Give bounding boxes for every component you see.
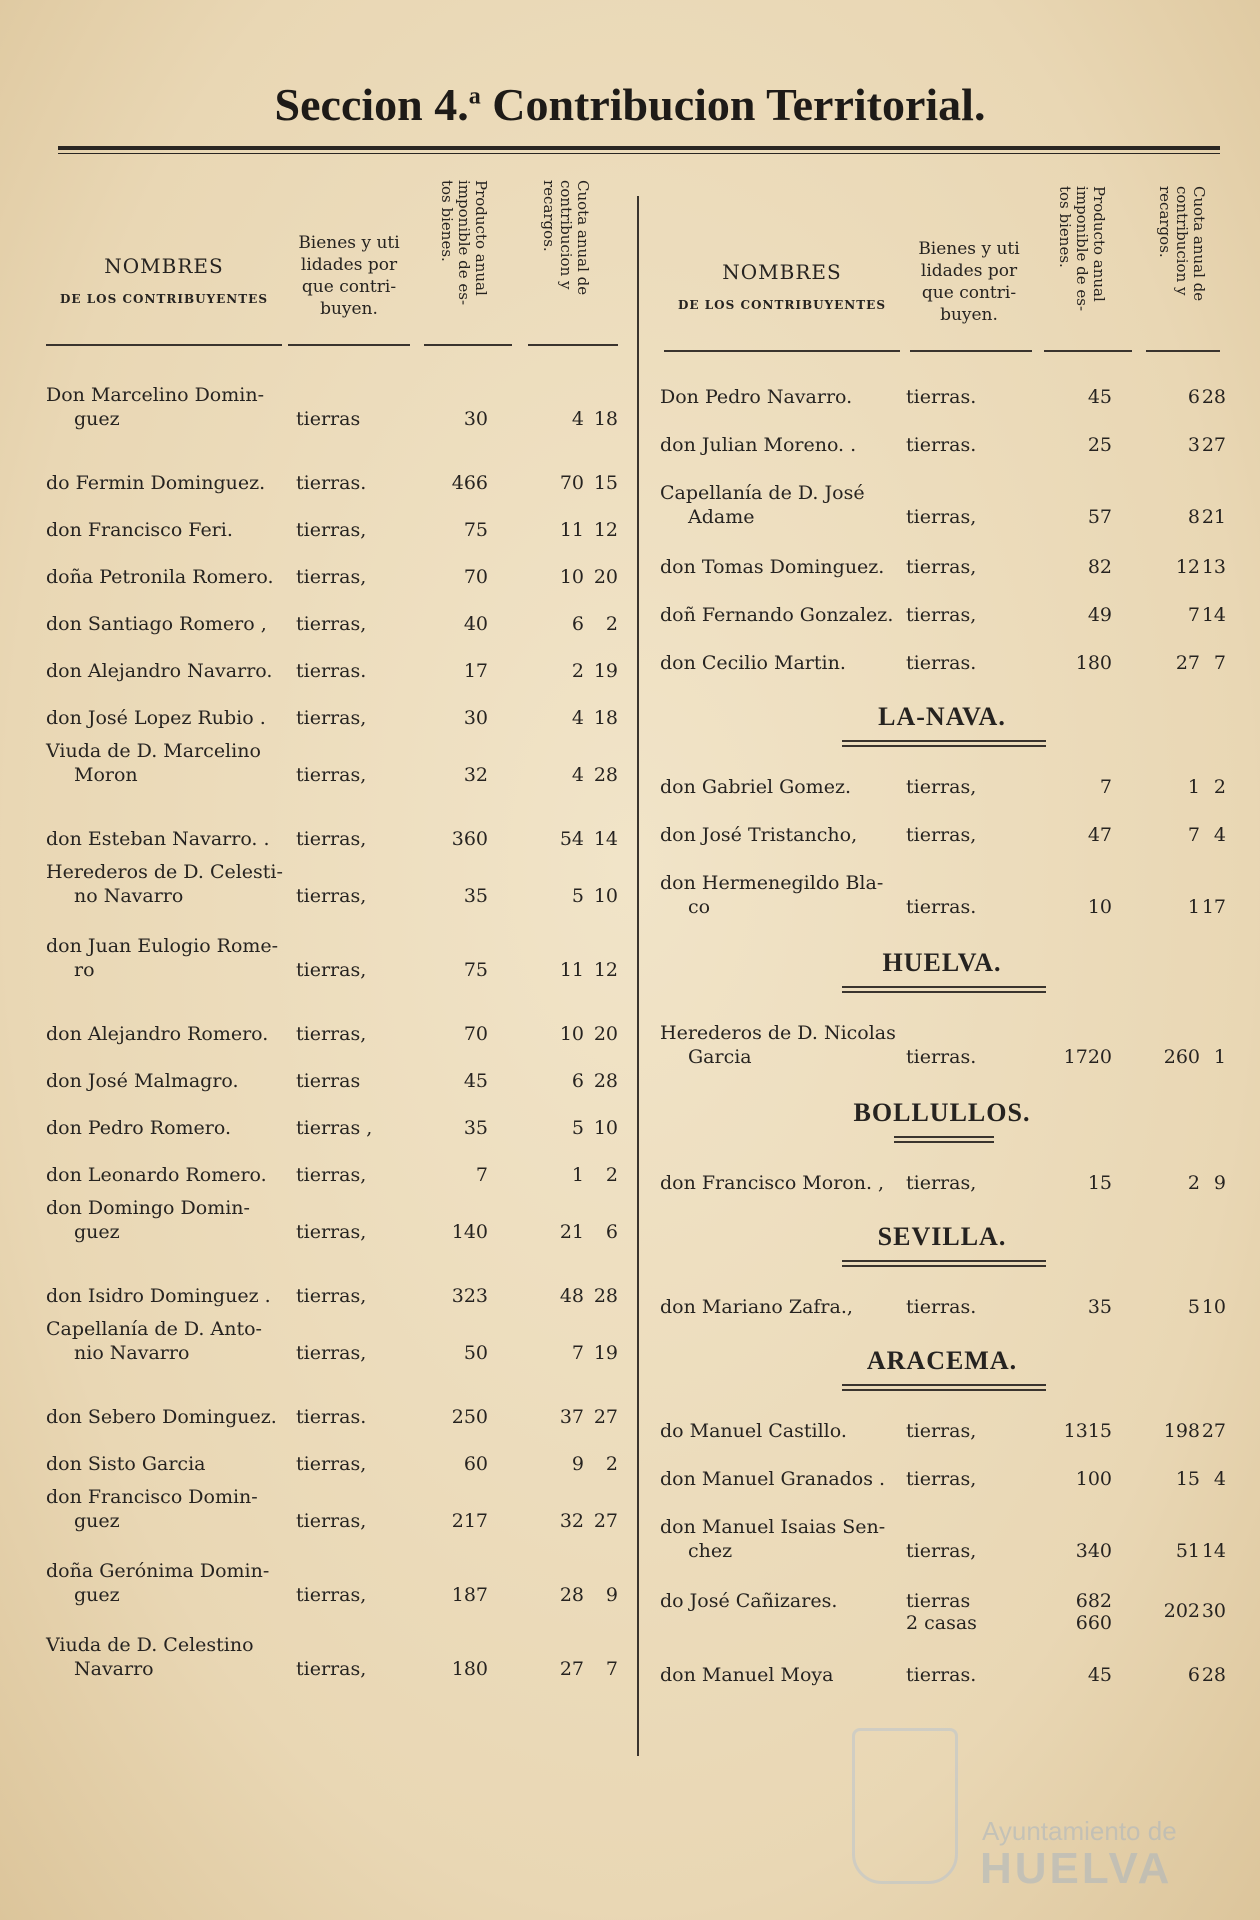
product-cell: 50 (463, 1342, 488, 1364)
title-rule-thin (58, 153, 1220, 154)
page-title (0, 78, 1260, 131)
contributor-name-cont: guez (74, 1584, 120, 1606)
product-cell: 187 (451, 1584, 488, 1606)
product-cell: 45 (1087, 1664, 1112, 1686)
contributor-name: don Tomas Dominguez. (660, 556, 885, 578)
product-cell: 70 (463, 566, 488, 588)
quota-main-cell: 8 (1187, 506, 1200, 528)
goods-cell: tierras, (296, 764, 367, 786)
quota-sub-cell: 2 (1213, 776, 1226, 798)
table-row (0, 933, 1260, 993)
goods-cell: tierras, (296, 519, 367, 541)
header-names (662, 260, 902, 312)
quota-sub-cell: 18 (593, 707, 618, 729)
product-cell: 45 (463, 1070, 488, 1092)
watermark-line2: HUELVA (980, 1844, 1173, 1893)
header-quota: Cuota anual de contribucion y recargos. (540, 180, 592, 296)
quota-main-cell: 15 (1175, 1468, 1200, 1490)
quota-main-cell: 2 (1187, 1172, 1200, 1194)
product-cell: 217 (451, 1510, 488, 1532)
quota-main-cell: 6 (1187, 386, 1200, 408)
section-rule (842, 740, 1046, 747)
header-line (424, 344, 512, 346)
contributor-name-cont: ro (74, 959, 95, 981)
header-names-sub: DE LOS CONTRIBUYENTES (60, 292, 268, 306)
product-cell: 1720 (1063, 1046, 1112, 1068)
contributor-name: don Santiago Romero , (46, 613, 267, 635)
contributor-name: Don Marcelino Domin- (46, 384, 264, 406)
header-names (44, 254, 284, 306)
quota-sub-cell: 21 (1201, 506, 1226, 528)
quota-sub-cell: 20 (593, 1023, 618, 1045)
quota-main-cell: 202 (1163, 1600, 1200, 1622)
product-cell: 70 (463, 1023, 488, 1045)
quota-sub-cell: 27 (593, 1510, 618, 1532)
quota-main-cell: 1 (571, 1164, 584, 1186)
quota-sub-cell: 12 (593, 959, 618, 981)
contributor-name: Herederos de D. Nicolas (660, 1022, 896, 1044)
header-goods: Bienes y uti lidades por que contri- buyen. (298, 233, 400, 319)
quota-main-cell: 1 (1187, 896, 1200, 918)
contributor-name: don Domingo Domin- (46, 1197, 250, 1219)
title-sup: a (468, 83, 481, 110)
product-cell: 10 (1087, 896, 1112, 918)
product-cell: 40 (463, 613, 488, 635)
product-cell: 1315 (1063, 1420, 1112, 1442)
goods-cell: tierras, (296, 1453, 367, 1475)
goods-cell: tierras, (296, 1342, 367, 1364)
header-line (528, 344, 618, 346)
quota-sub-cell: 15 (593, 472, 618, 494)
product-cell: 45 (1087, 386, 1112, 408)
quota-sub-cell: 28 (1201, 1664, 1226, 1686)
contributor-name: don Sebero Dominguez. (46, 1406, 277, 1428)
goods-cell: tierras (906, 1590, 971, 1612)
goods-cell: tierras, (296, 707, 367, 729)
quota-main-cell: 7 (571, 1342, 584, 1364)
goods-cell: tierras, (906, 1468, 977, 1490)
table-row (0, 480, 1260, 540)
contributor-name: don Esteban Navarro. . (46, 828, 270, 850)
table-row (0, 1662, 1260, 1722)
goods-cell: tierras. (906, 434, 977, 456)
goods-cell: tierras, (906, 776, 977, 798)
contributor-name: do Fermin Dominguez. (46, 472, 266, 494)
contributor-name: don Francisco Feri. (46, 519, 233, 541)
goods-cell: tierras (296, 408, 361, 430)
quota-main-cell: 260 (1163, 1046, 1200, 1068)
goods-cell: tierras, (296, 1285, 367, 1307)
header-line (910, 350, 1032, 352)
title-rule (58, 146, 1220, 150)
product-cell: 35 (463, 1117, 488, 1139)
quota-sub-cell: 2 (605, 1453, 618, 1475)
goods-cell: tierras. (906, 386, 977, 408)
contributor-name: don José Malmagro. (46, 1070, 239, 1092)
quota-sub-cell: 9 (605, 1584, 618, 1606)
product-cell: 250 (451, 1406, 488, 1428)
quota-sub-cell: 18 (593, 408, 618, 430)
quota-main-cell: 6 (571, 1070, 584, 1092)
quota-sub-cell: 28 (593, 1070, 618, 1092)
table-row (0, 650, 1260, 710)
quota-sub-cell: 28 (593, 1285, 618, 1307)
contributor-name: Don Pedro Navarro. (660, 386, 853, 408)
quota-main-cell: 11 (559, 959, 584, 981)
quota-main-cell: 27 (1175, 652, 1200, 674)
product-cell: 35 (1087, 1296, 1112, 1318)
goods-cell: tierras, (296, 1164, 367, 1186)
goods-cell: tierras. (296, 660, 367, 682)
contributor-name: don Alejandro Navarro. (46, 660, 273, 682)
title-rest: Contribucion Territorial. (492, 79, 986, 130)
header-line (1044, 350, 1132, 352)
section-rule (842, 1260, 1046, 1267)
quota-main-cell: 4 (571, 408, 584, 430)
contributor-name: Viuda de D. Celestino (46, 1634, 254, 1656)
quota-main-cell: 4 (571, 764, 584, 786)
quota-sub-cell: 28 (1201, 386, 1226, 408)
quota-main-cell: 11 (559, 519, 584, 541)
product-cell: 30 (463, 707, 488, 729)
product-cell: 47 (1087, 824, 1112, 846)
contributor-name: don Julian Moreno. . (660, 434, 857, 456)
contributor-name: don Juan Eulogio Rome- (46, 935, 279, 957)
section-rule (842, 1384, 1046, 1391)
quota-main-cell: 7 (1187, 604, 1200, 626)
quota-main-cell: 54 (559, 828, 584, 850)
quota-sub-cell: 19 (593, 1342, 618, 1364)
product-cell: 7 (1099, 776, 1112, 798)
header-names-title: NOMBRES (722, 260, 842, 284)
product-cell: 49 (1087, 604, 1112, 626)
quota-sub-cell: 7 (1213, 652, 1226, 674)
contributor-name-cont: Navarro (74, 1658, 154, 1680)
product-cell: 15 (1087, 1172, 1112, 1194)
goods-cell: tierras, (296, 959, 367, 981)
quota-main-cell: 5 (571, 885, 584, 907)
contributor-name: doña Petronila Romero. (46, 566, 274, 588)
goods-cell: tierras, (906, 506, 977, 528)
contributor-name: don Pedro Romero. (46, 1117, 232, 1139)
product-cell: 25 (1087, 434, 1112, 456)
contributor-name: don Francisco Moron. , (660, 1172, 885, 1194)
quota-main-cell: 70 (559, 472, 584, 494)
contributor-name: Capellanía de D. José (660, 482, 865, 504)
product-cell: 180 (1075, 652, 1112, 674)
contributor-name-cont: co (688, 896, 711, 918)
goods-cell: tierras, (296, 613, 367, 635)
contributor-name-cont: guez (74, 1510, 120, 1532)
goods-cell: tierras, (906, 1420, 977, 1442)
quota-main-cell: 12 (1175, 556, 1200, 578)
header-quota: Cuota anual de contribucion y recargos. (1156, 186, 1208, 302)
header-names-title: NOMBRES (104, 254, 224, 278)
product-cell: 30 (463, 408, 488, 430)
contributor-name-cont: Garcia (688, 1046, 752, 1068)
goods-cell: tierras. (296, 472, 367, 494)
quota-main-cell: 28 (559, 1584, 584, 1606)
contributor-name: don Manuel Moya (660, 1664, 834, 1686)
product-cell: 57 (1087, 506, 1112, 528)
product-cell: 75 (463, 519, 488, 541)
contributor-name: don Francisco Domin- (46, 1486, 258, 1508)
section-title: LA-NAVA. (878, 702, 1006, 731)
goods-cell: tierras. (906, 1296, 977, 1318)
goods-cell: tierras, (906, 556, 977, 578)
quota-sub-cell: 7 (605, 1658, 618, 1680)
header-goods: Bienes y uti lidades por que contri- buyen. (918, 239, 1020, 325)
goods-cell: tierras, (296, 828, 367, 850)
quota-sub-cell: 17 (1201, 896, 1226, 918)
header-product: Producto anual imponible de es- tos bienes. (438, 180, 490, 306)
contributor-name: don Cecilio Martin. (660, 652, 846, 674)
quota-main-cell: 27 (559, 1658, 584, 1680)
goods-cell: tierras, (296, 1221, 367, 1243)
contributor-name: don Isidro Dominguez . (46, 1285, 271, 1307)
contributor-name-cont: chez (688, 1540, 733, 1562)
header-line (664, 350, 900, 352)
header-product: Producto anual imponible de es- tos bienes. (1056, 186, 1108, 312)
contributor-name: don Sisto Garcia (46, 1453, 206, 1475)
quota-sub-cell: 14 (593, 828, 618, 850)
quota-main-cell: 48 (559, 1285, 584, 1307)
contributor-name: don José Lopez Rubio . (46, 707, 266, 729)
quota-sub-cell: 14 (1201, 604, 1226, 626)
title-main: Seccion 4. (274, 79, 469, 130)
contributor-name: don José Tristancho, (660, 824, 858, 846)
quota-sub-cell: 2 (605, 613, 618, 635)
goods-cell: tierras. (906, 652, 977, 674)
product-cell: 140 (451, 1221, 488, 1243)
quota-sub-cell: 27 (1201, 434, 1226, 456)
section-title: BOLLULLOS. (853, 1098, 1031, 1127)
goods-cell: tierras, (296, 1023, 367, 1045)
contributor-name: don Mariano Zafra., (660, 1296, 853, 1318)
quota-main-cell: 3 (1187, 434, 1200, 456)
goods-cell: tierras. (906, 1046, 977, 1068)
shield-icon (852, 1728, 958, 1884)
quota-sub-cell: 30 (1201, 1600, 1226, 1622)
quota-sub-cell: 28 (593, 764, 618, 786)
quota-sub-cell: 10 (593, 885, 618, 907)
product-cell: 466 (451, 472, 488, 494)
contributor-name-cont: no Navarro (74, 885, 184, 907)
contributor-name-cont: Moron (74, 764, 138, 786)
section-title: ARACEMA. (866, 1346, 1018, 1375)
goods-cell: tierras. (906, 896, 977, 918)
contributor-name: Herederos de D. Celesti- (46, 861, 283, 883)
contributor-name-cont: Adame (688, 506, 755, 528)
quota-sub-cell: 20 (593, 566, 618, 588)
quota-main-cell: 1 (1187, 776, 1200, 798)
quota-sub-cell: 10 (1201, 1296, 1226, 1318)
goods-cell: tierras, (906, 824, 977, 846)
contributor-name: Viuda de D. Marcelino (46, 740, 261, 762)
quota-main-cell: 9 (571, 1453, 584, 1475)
section-rule (894, 1136, 994, 1143)
goods-cell: tierras, (296, 1658, 367, 1680)
quota-main-cell: 4 (571, 707, 584, 729)
contributor-name-cont: guez (74, 1221, 120, 1243)
contributor-name-cont: guez (74, 408, 120, 430)
table-row (0, 870, 1260, 930)
contributor-name: do José Cañizares. (660, 1590, 838, 1612)
goods-cell: tierras, (296, 885, 367, 907)
quota-sub-cell: 19 (593, 660, 618, 682)
goods-cell: tierras. (296, 1406, 367, 1428)
contributor-name: don Manuel Granados . (660, 1468, 886, 1490)
contributor-name: do Manuel Castillo. (660, 1420, 847, 1442)
quota-sub-cell: 13 (1201, 556, 1226, 578)
quota-main-cell: 37 (559, 1406, 584, 1428)
quota-sub-cell: 4 (1213, 1468, 1226, 1490)
table-row (0, 1294, 1260, 1354)
section-title: HUELVA. (882, 948, 1002, 977)
section-title: SEVILLA. (877, 1222, 1007, 1251)
product-cell: 340 (1075, 1540, 1112, 1562)
contributor-name: don Alejandro Romero. (46, 1023, 269, 1045)
product-cell: 17 (463, 660, 488, 682)
product-cell: 682 (1075, 1590, 1112, 1612)
product-cell-2: 660 (1075, 1612, 1112, 1634)
goods-cell: tierras, (296, 1510, 367, 1532)
product-cell: 32 (463, 764, 488, 786)
watermark-line1: Ayuntamiento de (982, 1816, 1177, 1846)
header-line (1146, 350, 1220, 352)
quota-main-cell: 2 (571, 660, 584, 682)
quota-sub-cell: 9 (1213, 1172, 1226, 1194)
goods-cell: tierras, (296, 1584, 367, 1606)
product-cell: 323 (451, 1285, 488, 1307)
goods-cell-2: 2 casas (906, 1612, 977, 1634)
product-cell: 82 (1087, 556, 1112, 578)
quota-sub-cell: 10 (593, 1117, 618, 1139)
goods-cell: tierras, (906, 1172, 977, 1194)
table-row (0, 1020, 1260, 1080)
header-names-sub: DE LOS CONTRIBUYENTES (678, 298, 886, 312)
product-cell: 35 (463, 885, 488, 907)
goods-cell: tierras, (906, 604, 977, 626)
quota-main-cell: 5 (571, 1117, 584, 1139)
quota-main-cell: 10 (559, 1023, 584, 1045)
contributor-name-cont: nio Navarro (74, 1342, 190, 1364)
header-line (46, 344, 282, 346)
table-row (0, 1588, 1260, 1648)
product-cell: 180 (451, 1658, 488, 1680)
contributor-name: don Hermenegildo Bla- (660, 872, 884, 894)
quota-main-cell: 5 (1187, 1296, 1200, 1318)
goods-cell: tierras, (906, 1540, 977, 1562)
goods-cell: tierras. (906, 1664, 977, 1686)
quota-main-cell: 10 (559, 566, 584, 588)
quota-sub-cell: 6 (605, 1221, 618, 1243)
contributor-name: don Manuel Isaias Sen- (660, 1516, 886, 1538)
goods-cell: tierras (296, 1070, 361, 1092)
quota-main-cell: 6 (1187, 1664, 1200, 1686)
contributor-name: don Leonardo Romero. (46, 1164, 267, 1186)
product-cell: 360 (451, 828, 488, 850)
quota-main-cell: 7 (1187, 824, 1200, 846)
contributor-name: doñ Fernando Gonzalez. (660, 604, 894, 626)
goods-cell: tierras, (296, 566, 367, 588)
product-cell: 7 (475, 1164, 488, 1186)
quota-sub-cell: 14 (1201, 1540, 1226, 1562)
quota-sub-cell: 27 (1201, 1420, 1226, 1442)
product-cell: 75 (463, 959, 488, 981)
quota-sub-cell: 27 (593, 1406, 618, 1428)
section-rule (842, 986, 1046, 993)
quota-main-cell: 198 (1163, 1420, 1200, 1442)
quota-sub-cell: 12 (593, 519, 618, 541)
contributor-name: Capellanía de D. Anto- (46, 1318, 262, 1340)
table-row (0, 1514, 1260, 1574)
quota-sub-cell: 2 (605, 1164, 618, 1186)
contributor-name: doña Gerónima Domin- (46, 1560, 270, 1582)
goods-cell: tierras , (296, 1117, 373, 1139)
product-cell: 60 (463, 1453, 488, 1475)
quota-main-cell: 6 (571, 613, 584, 635)
quota-main-cell: 51 (1175, 1540, 1200, 1562)
header-line (288, 344, 410, 346)
quota-main-cell: 21 (559, 1221, 584, 1243)
table-row (0, 1170, 1260, 1230)
quota-main-cell: 32 (559, 1510, 584, 1532)
contributor-name: don Gabriel Gomez. (660, 776, 851, 798)
quota-sub-cell: 4 (1213, 824, 1226, 846)
product-cell: 100 (1075, 1468, 1112, 1490)
quota-sub-cell: 1 (1213, 1046, 1226, 1068)
